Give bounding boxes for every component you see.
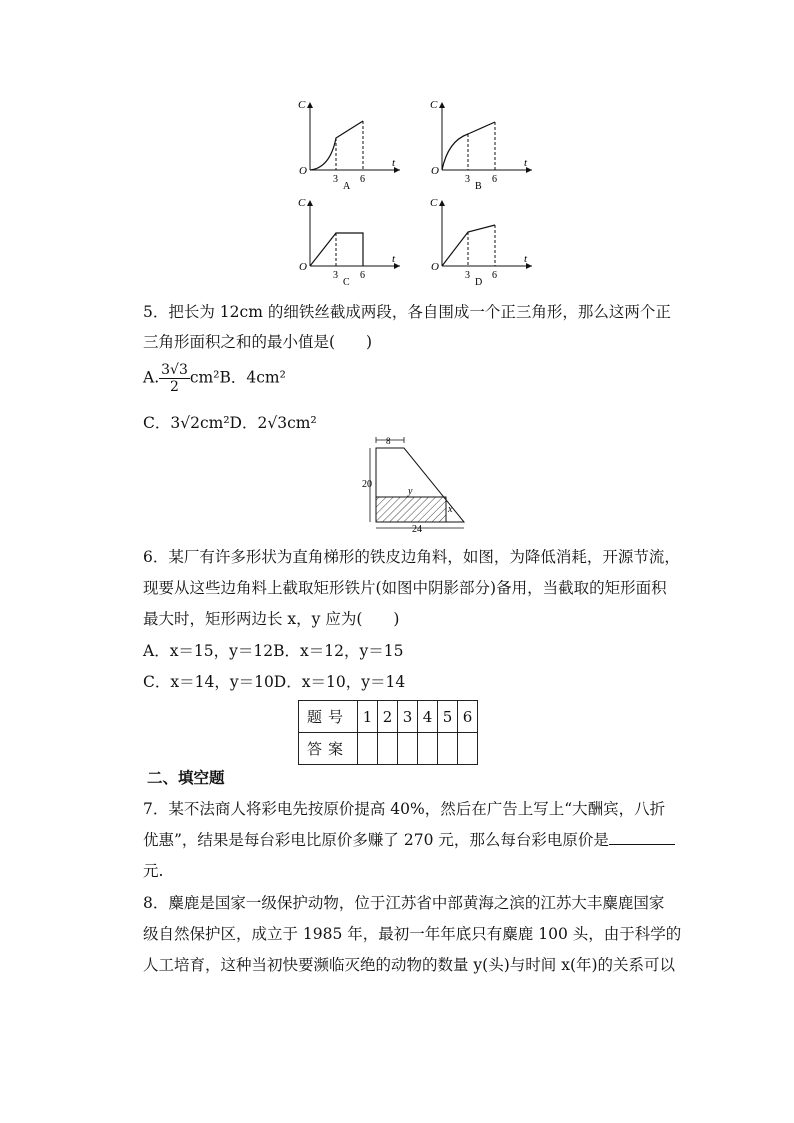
q8-line1: 8．麋鹿是国家一级保护动物，位于江苏省中部黄海之滨的江苏大丰麋鹿国家: [143, 894, 665, 912]
q6-stem-line3: 最大时，矩形两边长 x，y 应为( ): [143, 610, 400, 628]
q6-stem-line2: 现要从这些边角料上截取矩形铁片(如图中阴影部分)备用，当截取的矩形面积: [143, 579, 667, 597]
q8-line3: 人工培育，这种当初快要濒临灭绝的动物的数量 y(头)与时间 x(年)的关系可以: [143, 956, 676, 974]
section-heading: 二、填空题: [147, 768, 225, 787]
tick-label: 6: [360, 270, 365, 281]
graph-a: [296, 96, 406, 195]
q5-stem-line2: 三角形面积之和的最小值是( ): [143, 333, 373, 351]
axis-x-label: t: [392, 157, 396, 169]
q6-stem-line1: 6．某厂有许多形状为直角梯形的铁皮边角料，如图，为降低消耗，开源节流，: [143, 548, 680, 566]
answer-cell[interactable]: [398, 733, 418, 765]
table-cell: 1: [358, 701, 378, 733]
bottom-length-label: 24: [412, 524, 422, 535]
tick-label: 3: [333, 270, 338, 281]
answer-cell[interactable]: [378, 733, 398, 765]
q7-line2: [143, 828, 675, 850]
origin-label: O: [299, 165, 307, 177]
table-cell: 2: [378, 701, 398, 733]
tick-label: 3: [465, 270, 470, 281]
graph-option-label: A: [343, 181, 351, 191]
axis-x-label: t: [524, 157, 528, 169]
graph-b: [428, 96, 538, 195]
q5-option-a-unit: cm²B．4cm²: [189, 368, 286, 387]
table-header-cell: 答案: [299, 733, 358, 765]
tick-label: 6: [492, 174, 497, 185]
axis-y-label: C: [298, 197, 306, 209]
origin-label: O: [431, 165, 439, 177]
tick-label: 3: [333, 174, 338, 185]
tick-label: 6: [492, 270, 497, 281]
table-header-cell: 题号: [299, 701, 358, 733]
table-cell: 6: [458, 701, 478, 733]
graph-d: [428, 196, 538, 295]
top-length-label: 8: [386, 436, 391, 446]
q5-option-a-fraction: [159, 362, 190, 395]
answer-cell[interactable]: [438, 733, 458, 765]
graph-option-label: D: [475, 277, 483, 288]
answer-cell[interactable]: [458, 733, 478, 765]
fraction-numerator: 3√3: [161, 362, 188, 378]
fraction-denominator: 2: [170, 379, 179, 395]
origin-label: O: [431, 261, 439, 273]
q5-option-a-prefix: A.: [143, 368, 160, 387]
axis-y-label: C: [430, 99, 438, 111]
table-cell: 4: [418, 701, 438, 733]
origin-label: O: [299, 261, 307, 273]
q6-option-cd: C．x＝14，y＝10D．x＝10，y＝14: [143, 673, 406, 691]
x-label: x: [448, 504, 453, 515]
axis-x-label: t: [524, 253, 528, 265]
height-label: 20: [362, 479, 372, 490]
tick-label: 6: [360, 174, 365, 185]
q5-option-cd: C．3√2cm²D．2√3cm²: [143, 414, 317, 432]
q6-option-ab: A．x＝15，y＝12B．x＝12，y＝15: [143, 642, 404, 660]
answer-blank[interactable]: [609, 830, 675, 845]
q5-option-ab: [143, 362, 286, 395]
answer-table: [298, 700, 478, 765]
q5-stem-line1: 5．把长为 12cm 的细铁丝截成两段，各自围成一个正三角形，那么这两个正: [143, 303, 671, 321]
trapezoid-figure: [362, 436, 472, 540]
table-cell: 3: [398, 701, 418, 733]
y-label: y: [408, 486, 413, 497]
table-cell: 5: [438, 701, 458, 733]
q7-line1: 7．某不法商人将彩电先按原价提高 40%，然后在广告上写上“大酬宾，八折: [143, 800, 666, 818]
tick-label: 3: [465, 174, 470, 185]
axis-x-label: t: [392, 253, 396, 265]
graph-c: [296, 196, 406, 295]
q8-line2: 级自然保护区，成立于 1985 年，最初一年年底只有麋鹿 100 头，由于科学的: [143, 925, 682, 943]
table-row: [299, 733, 478, 765]
answer-cell[interactable]: [418, 733, 438, 765]
graph-option-label: B: [475, 181, 482, 191]
q7-line2-text: 优惠”，结果是每台彩电比原价多赚了 270 元，那么每台彩电原价是: [143, 831, 609, 849]
axis-y-label: C: [430, 197, 438, 209]
axis-y-label: C: [298, 99, 306, 111]
answer-cell[interactable]: [358, 733, 378, 765]
graph-option-label: C: [343, 277, 350, 288]
table-row: [299, 701, 478, 733]
q7-line3: 元.: [143, 862, 164, 880]
